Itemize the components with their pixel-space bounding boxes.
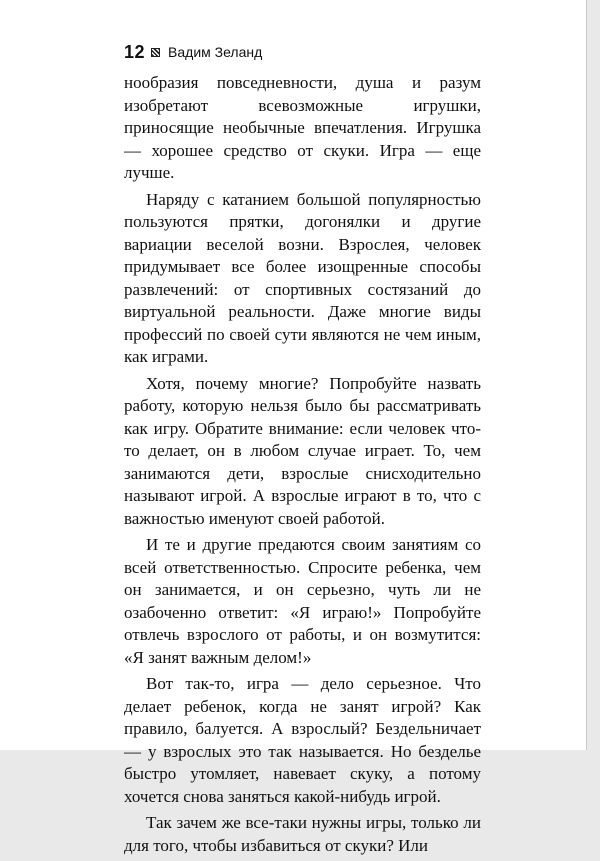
paragraph: Наряду с катанием большой популярностью пользуются прятки, догонялки и другие вариации веселой возни. Взрослея, человек придумывает все более изощренные способы развлечений: от спортивных состязаний до виртуальной реальности. Даже многие виды профессий по своей сути являются не чем иным, как играми.	[124, 189, 481, 366]
body-text	[124, 72, 481, 861]
paragraph: Вот так-то, игра — дело серьезное. Что делает ребенок, когда не занят игрой? Как правило, балуется. А взрослый? Бездельничает — у взрослых это так называется. Но безделье быстро утомляет, навевает скуку, а потому хочется снова заняться какой-нибудь игрой.	[124, 674, 481, 806]
paragraph: нообразия повседневности, душа и разум изобретают всевозможные игрушки, приносящие необычные впечатления. Игрушка — хорошее средство от скуки. Игра — еще лучше.	[124, 73, 481, 182]
paragraph: Хотя, почему многие? Попробуйте назвать работу, которую нельзя было бы рассматривать как игру. Обратите внимание: если человек что-то делает, он в любом случае играет. То, чем занимаются дети, взрослые снисходительно называют игрой. А взрослые играют в то, что с важностью именуют своей работой.	[124, 373, 481, 528]
square-ornament-icon	[151, 48, 160, 57]
paragraph: Так зачем же все-таки нужны игры, только ли для того, чтобы избавиться от скуки? Или	[124, 813, 481, 855]
running-title: Вадим Зеланд	[168, 44, 263, 60]
page-header	[124, 40, 262, 64]
paragraph: И те и другие предаются своим занятиям со всей ответственностью. Спросите ребенка, чем он занимается, и он серьезно, чуть ли не озабоченно ответит: «Я играю!» Попробуйте отвлечь взрослого от работы, и он возмутится: «Я занят важным делом!»	[124, 535, 481, 667]
page-number: 12	[124, 41, 146, 62]
